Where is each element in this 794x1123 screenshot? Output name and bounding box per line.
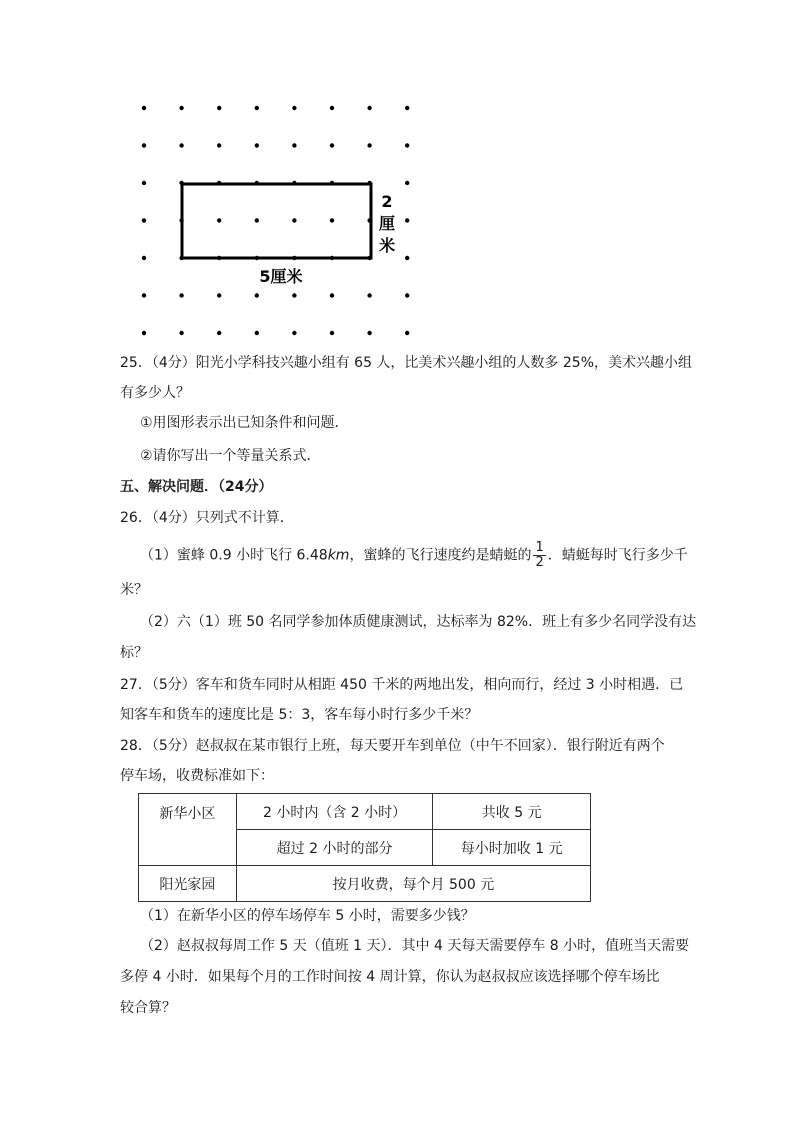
q26-sub2-line1: （2）六（1）班 50 名同学参加体质健康测试，达标率为 82%．班上有多少名同学没有达 [140,614,697,630]
grid-dot [217,218,221,222]
rectangle [182,184,371,258]
grid-dot [142,218,146,222]
table-row [139,794,591,830]
q26-line1: 26．（4分）只列式不计算． [120,510,294,526]
grid-dot [405,106,409,110]
grid-dot [179,143,183,147]
grid-dot [255,218,259,222]
q26-sub1-unit: km [327,547,350,564]
grid-dot [367,293,371,297]
grid-dot [367,331,371,335]
grid-dot [142,256,146,260]
grid-dot [255,331,259,335]
q26-sub1-text-c: ．蜻蜓每时飞行多少千 [547,547,688,564]
grid-dot [142,331,146,335]
table-row [139,866,591,902]
grid-dot [142,106,146,110]
grid-dot [217,106,221,110]
grid-dot [179,331,183,335]
fraction-numerator: 1 [535,540,544,555]
q28-sub2-line2: 多停 4 小时．如果每个月的工作时间按 4 周计算，你认为赵叔叔应该选择哪个停车场比 [120,969,660,985]
grid-dot [179,106,183,110]
grid-dot [255,143,259,147]
grid-dot [330,143,334,147]
grid-dot [142,143,146,147]
grid-dot [292,293,296,297]
grid-dot [405,331,409,335]
grid-dot [330,218,334,222]
q25-line2: 有多少人？ [120,385,190,401]
grid-dot [217,143,221,147]
table-cell: 超过 2 小时的部分 [236,830,433,866]
table-cell: 按月收费，每个月 500 元 [236,866,590,902]
grid-dot [292,143,296,147]
table-cell: 共收 5 元 [433,794,591,830]
q25-sub1: ①用图形表示出已知条件和问题． [140,415,349,431]
grid-dot [142,181,146,185]
section5-title: 五、解决问题．（24分） [120,479,273,495]
q28-line2: 停车场，收费标准如下： [120,768,274,784]
q26-sub1-text-b: ，蜜蜂的飞行速度约是蜻蜓的 [349,547,532,564]
height-label-char2: 米 [378,236,396,255]
q28-sub2-line1: （2）赵叔叔每周工作 5 天（值班 1 天）．其中 4 天每天需要停车 8 小时，值班当天需要 [140,938,690,954]
grid-dot [292,218,296,222]
grid-dot [405,256,409,260]
grid-dot [405,143,409,147]
grid-dot [292,331,296,335]
width-label: 5厘米 [259,267,303,286]
height-label-char1: 厘 [378,214,396,233]
q27-line1: 27．（5分）客车和货车同时从相距 450 千米的两地出发，相向而行，经过 3 小时相遇．已 [120,677,684,693]
q27-line2: 知客车和货车的速度比是 5：3，客车每小时行多少千米？ [120,707,479,723]
grid-dot [255,293,259,297]
dot-grid-figure [0,0,794,345]
parking-fee-table [138,793,591,902]
grid-dot [217,293,221,297]
fraction-denominator: 2 [535,555,544,570]
table-cell: 2 小时内（含 2 小时） [236,794,433,830]
grid-dot [255,106,259,110]
q28-sub2-line3: 较合算？ [120,1000,176,1016]
grid-dot [330,331,334,335]
grid-dot [142,293,146,297]
q28-sub1: （1）在新华小区的停车场停车 5 小时，需要多少钱？ [140,908,475,924]
grid-dot [405,181,409,185]
table-cell-yangguang: 阳光家园 [139,866,237,902]
q26-sub1-line2: 米？ [120,582,148,598]
q25-sub2: ②请你写出一个等量关系式． [140,448,321,464]
grid-dot [405,293,409,297]
grid-dot [179,293,183,297]
grid-dot [217,331,221,335]
fraction [533,541,545,570]
grid-dot [367,106,371,110]
height-label-digit: 2 [381,192,393,211]
grid-dot [405,218,409,222]
q26-sub2-line2: 标？ [120,645,148,661]
grid-dot [330,106,334,110]
q26-sub1-text-a: （1）蜜蜂 0.9 小时飞行 6.48 [140,547,328,564]
q25-line1: 25．（4分）阳光小学科技兴趣小组有 65 人，比美术兴趣小组的人数多 25%，美术兴趣小组 [120,355,693,371]
table-cell: 每小时加收 1 元 [433,830,591,866]
q28-line1: 28．（5分）赵叔叔在某市银行上班，每天要开车到单位（中午不回家）．银行附近有两个 [120,738,665,754]
grid-dot [367,143,371,147]
grid-dot [292,106,296,110]
q26-sub1-line1 [140,541,688,570]
grid-dot [330,293,334,297]
table-cell-xinhua: 新华小区 [139,794,237,866]
